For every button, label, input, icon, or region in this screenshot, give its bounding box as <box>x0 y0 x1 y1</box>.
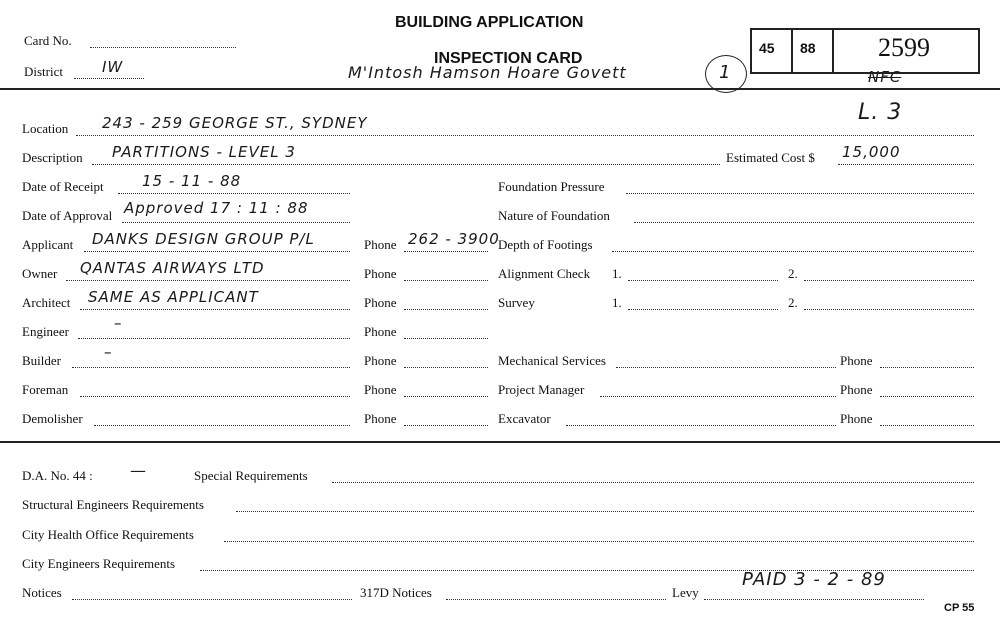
excavator-line <box>566 425 836 426</box>
excavator-phone-label: Phone <box>840 411 873 426</box>
architect-phone-label: Phone <box>364 295 397 310</box>
form-code: CP 55 <box>944 602 975 614</box>
architect-value: SAME AS APPLICANT <box>88 288 259 306</box>
depth-footings-label: Depth of Footings <box>498 237 593 252</box>
excavator-label: Excavator <box>498 411 551 426</box>
architect-label: Architect <box>22 295 71 310</box>
applicant-phone-value: 262 - 3900 <box>408 230 500 248</box>
district-label: District <box>24 64 63 79</box>
owner-line <box>66 280 350 281</box>
notices-label: Notices <box>22 585 62 600</box>
architect-phone-line <box>404 309 488 310</box>
card-number-box <box>750 28 980 74</box>
header-rule <box>0 88 1000 90</box>
excavator-phone-line <box>880 425 974 426</box>
estimated-cost-label: Estimated Cost $ <box>726 150 815 165</box>
estimated-cost-line <box>838 164 974 165</box>
owner-phone-line <box>404 280 488 281</box>
levy-value: PAID 3 - 2 - 89 <box>742 569 886 590</box>
project-manager-line <box>600 396 836 397</box>
notices-317d-line <box>446 599 666 600</box>
section-rule <box>0 441 1000 443</box>
date-receipt-line <box>118 193 350 194</box>
demolisher-phone-label: Phone <box>364 411 397 426</box>
location-line <box>76 135 974 136</box>
notices-line <box>72 599 352 600</box>
mechanical-label: Mechanical Services <box>498 353 606 368</box>
handwritten-names: M'Intosh Hamson Hoare Govett <box>348 63 627 82</box>
levy-line <box>704 599 924 600</box>
applicant-value: DANKS DESIGN GROUP P/L <box>92 230 315 248</box>
survey-1-line <box>628 309 778 310</box>
alignment-1-label: 1. <box>612 266 622 281</box>
estimated-cost-value: 15,000 <box>842 143 901 161</box>
engineer-phone-line <box>404 338 488 339</box>
mechanical-phone-line <box>880 367 974 368</box>
foreman-line <box>80 396 350 397</box>
date-receipt-label: Date of Receipt <box>22 179 104 194</box>
date-receipt-value: 15 - 11 - 88 <box>142 172 242 190</box>
engineer-line <box>78 338 350 339</box>
district-line <box>74 78 144 79</box>
foreman-label: Foreman <box>22 382 69 397</box>
title-inspection-card: INSPECTION CARD <box>434 50 583 67</box>
description-value: PARTITIONS - LEVEL 3 <box>112 143 296 161</box>
builder-line <box>72 367 350 368</box>
nature-foundation-label: Nature of Foundation <box>498 208 610 223</box>
card-no-line <box>90 47 236 48</box>
project-manager-phone-line <box>880 396 974 397</box>
levy-label: Levy <box>672 585 699 600</box>
project-manager-label: Project Manager <box>498 382 585 397</box>
title-building-application: BUILDING APPLICATION <box>395 14 584 31</box>
demolisher-phone-line <box>404 425 488 426</box>
alignment-1-line <box>628 280 778 281</box>
description-line <box>92 164 720 165</box>
architect-line <box>80 309 350 310</box>
nature-foundation-line <box>634 222 974 223</box>
demolisher-line <box>94 425 350 426</box>
circled-number: 1 <box>719 62 732 83</box>
notices-317d-label: 317D Notices <box>360 585 432 600</box>
alignment-check-label: Alignment Check <box>498 266 591 281</box>
survey-label: Survey <box>498 295 535 310</box>
builder-label: Builder <box>22 353 61 368</box>
structural-line <box>236 511 974 512</box>
owner-phone-label: Phone <box>364 266 397 281</box>
owner-value: QANTAS AIRWAYS LTD <box>80 259 265 277</box>
alignment-2-label: 2. <box>788 266 798 281</box>
description-label: Description <box>22 150 83 165</box>
depth-footings-line <box>612 251 974 252</box>
survey-1-label: 1. <box>612 295 622 310</box>
engineer-phone-label: Phone <box>364 324 397 339</box>
special-requirements-line <box>332 482 974 483</box>
health-line <box>224 541 974 542</box>
health-label: City Health Office Requirements <box>22 527 194 542</box>
structural-label: Structural Engineers Requirements <box>22 497 204 512</box>
demolisher-label: Demolisher <box>22 411 83 426</box>
survey-2-line <box>804 309 974 310</box>
box-cell-88: 88 <box>800 40 816 56</box>
district-value: IW <box>102 58 124 76</box>
level-note: L. 3 <box>858 100 903 125</box>
engineer-label: Engineer <box>22 324 69 339</box>
applicant-line <box>84 251 350 252</box>
project-manager-phone-label: Phone <box>840 382 873 397</box>
alignment-2-line <box>804 280 974 281</box>
da-no-value: — <box>130 461 147 480</box>
box-divider-1 <box>791 28 793 72</box>
location-value: 243 - 259 GEORGE ST., SYDNEY <box>102 114 368 132</box>
builder-phone-line <box>404 367 488 368</box>
foundation-pressure-line <box>626 193 974 194</box>
box-cell-45: 45 <box>759 40 775 56</box>
foreman-phone-label: Phone <box>364 382 397 397</box>
date-approval-value: Approved 17 : 11 : 88 <box>124 199 309 217</box>
mechanical-line <box>616 367 836 368</box>
mechanical-phone-label: Phone <box>840 353 873 368</box>
date-approval-line <box>122 222 350 223</box>
builder-value: – <box>104 343 113 361</box>
da-no-label: D.A. No. 44 : <box>22 468 93 483</box>
box-divider-2 <box>832 28 834 72</box>
card-no-label: Card No. <box>24 33 72 48</box>
builder-phone-label: Phone <box>364 353 397 368</box>
owner-label: Owner <box>22 266 58 281</box>
foundation-pressure-label: Foundation Pressure <box>498 179 605 194</box>
crossed-mark: NFC <box>868 68 902 86</box>
applicant-phone-line <box>404 251 488 252</box>
applicant-label: Applicant <box>22 237 74 252</box>
date-approval-label: Date of Approval <box>22 208 113 223</box>
survey-2-label: 2. <box>788 295 798 310</box>
foreman-phone-line <box>404 396 488 397</box>
card-number: 2599 <box>878 33 930 62</box>
city-engineers-label: City Engineers Requirements <box>22 556 176 571</box>
applicant-phone-label: Phone <box>364 237 397 252</box>
special-requirements-label: Special Requirements <box>194 468 308 483</box>
location-label: Location <box>22 121 69 136</box>
engineer-value: – <box>114 314 123 332</box>
